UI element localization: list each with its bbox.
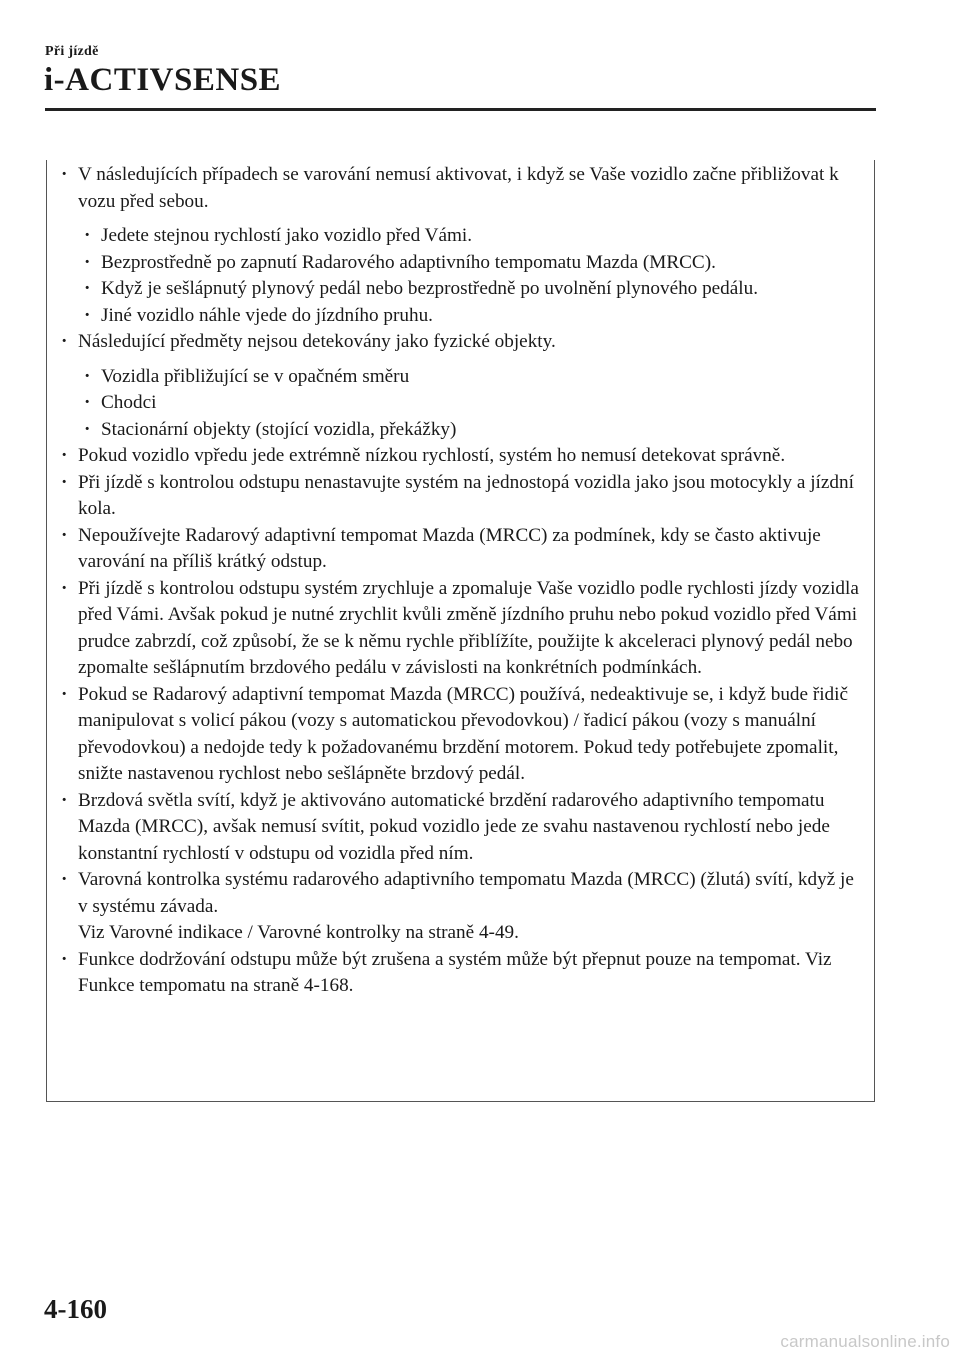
sub-bullet-item: · Jedete stejnou rychlostí jako vozidlo před Vámi. xyxy=(58,223,868,250)
chapter-title: i-ACTIVSENSE xyxy=(44,62,282,98)
section-label: Při jízdě xyxy=(45,44,99,59)
bullet-item xyxy=(58,867,868,947)
bullet-list xyxy=(58,162,868,1000)
page-number: 4-160 xyxy=(44,1294,107,1324)
bullet-text: Varovná kontrolka systému radarového adaptivního tempomatu Mazda (MRCC) (žlutá) svítí, když je v systému závada. xyxy=(78,869,854,917)
bullet-item: · Následující předměty nejsou detekovány jako fyzické objekty. xyxy=(58,329,868,356)
sub-bullet-item: · Jiné vozidlo náhle vjede do jízdního pruhu. xyxy=(58,303,868,330)
bullet-item: · Pokud se Radarový adaptivní tempomat Mazda (MRCC) používá, nedeaktivuje se, i když bude řidič manipulovat s volicí pákou (vozy s automatickou převodovkou) / řadicí pákou (vozy s manuální převodovkou) a nedojde tedy k požadovanému brzdění motorem. Pokud tedy potřebujete zpomalit, snižte nastavenou rychlost nebo sešlápněte brzdový pedál. xyxy=(58,682,868,788)
bullet-item: · Pokud vozidlo vpředu jede extrémně nízkou rychlostí, systém ho nemusí detekovat správně. xyxy=(58,443,868,470)
sub-bullet-item: · Když je sešlápnutý plynový pedál nebo bezprostředně po uvolnění plynového pedálu. xyxy=(58,276,868,303)
bullet-item: · Při jízdě s kontrolou odstupu nenastavujte systém na jednostopá vozidla jako jsou motocykly a jízdní kola. xyxy=(58,470,868,523)
header-rule xyxy=(45,108,876,111)
sub-bullet-item: · Vozidla přibližující se v opačném směru xyxy=(58,364,868,391)
bullet-item: · V následujících případech se varování nemusí aktivovat, i když se Vaše vozidlo začne přibližovat k vozu před sebou. xyxy=(58,162,868,215)
bullet-item: · Nepoužívejte Radarový adaptivní tempomat Mazda (MRCC) za podmínek, kdy se často aktivuje varování na příliš krátký odstup. xyxy=(58,523,868,576)
sub-bullet-item: · Bezprostředně po zapnutí Radarového adaptivního tempomatu Mazda (MRCC). xyxy=(58,250,868,277)
page-reference: Viz Varovné indikace / Varovné kontrolky na straně 4-49. xyxy=(78,922,519,943)
bullet-item: · Brzdová světla svítí, když je aktivováno automatické brzdění radarového adaptivního tempomatu Mazda (MRCC), avšak nemusí svítit, pokud vozidlo jede ze svahu nastavenou rychlostí nebo jede konstantní rychlostí v odstupu od vozidla před ním. xyxy=(58,788,868,868)
sub-bullet-item: · Chodci xyxy=(58,390,868,417)
bullet-item: · Funkce dodržování odstupu může být zrušena a systém může být přepnut pouze na tempomat. Viz Funkce tempomatu na straně 4-168. xyxy=(58,947,868,1000)
bullet-item: · Při jízdě s kontrolou odstupu systém zrychluje a zpomaluje Vaše vozidlo podle rychlosti jízdy vozidla před Vámi. Avšak pokud je nutné zrychlit kvůli změně jízdního pruhu nebo pokud vozidlo před Vámi prudce zabrzdí, což způsobí, že se k němu rychle přiblížíte, použijte k akceleraci plynový pedál nebo zpomalte sešlápnutím brzdového pedálu v závislosti na konkrétních podmínkách. xyxy=(58,576,868,682)
sub-bullet-item: · Stacionární objekty (stojící vozidla, překážky) xyxy=(58,417,868,444)
watermark: carmanualsonline.info xyxy=(780,1332,950,1351)
